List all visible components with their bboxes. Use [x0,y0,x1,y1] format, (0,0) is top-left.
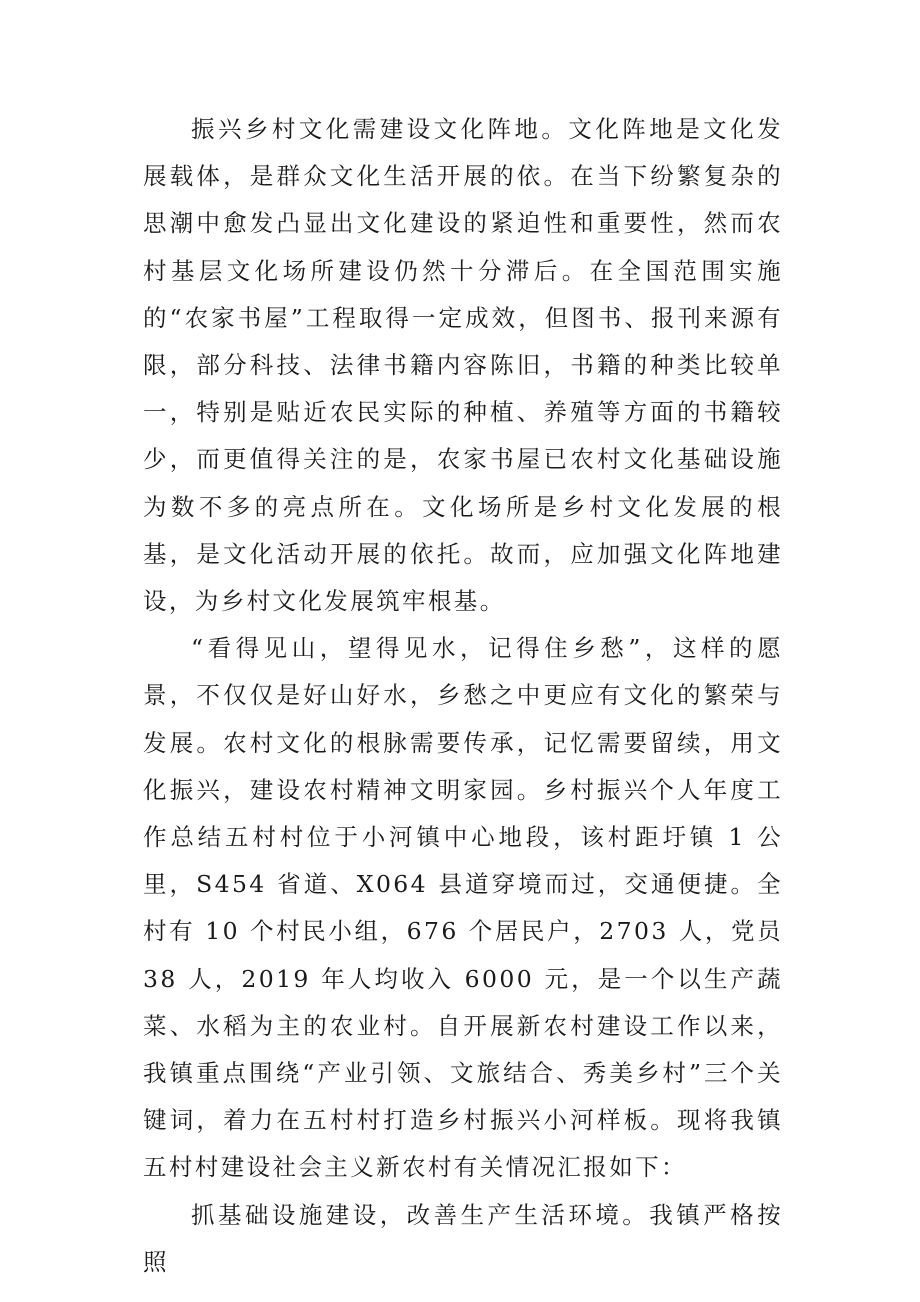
paragraph-village-overview: “看得见山，望得见水，记得住乡愁”，这样的愿景，不仅仅是好山好水，乡愁之中更应有文化的繁荣与发展。农村文化的根脉需要传承，记忆需要留续，用文化振兴，建设农村精神文明家园。乡村振兴个人年度工作总结五村村位于小河镇中心地段，该村距圩镇 1 公里，S454 省道、X064 县道穿境而过，交通便捷。全村有 10 个村民小组，676 个居民户，2703 人，党员 38 人，2019 年人均收入 6000 元，是一个以生产蔬菜、水稻为主的农业村。自开展新农村建设工作以来，我镇重点围绕“产业引领、文旅结合、秀美乡村”三个关键词，着力在五村村打造乡村振兴小河样板。现将我镇五村村建设社会主义新农村有关情况汇报如下： [143,634,783,1182]
paragraph-infrastructure: 抓基础设施建设，改善生产生活环境。我镇严格按照 [143,1200,783,1276]
document-body [143,106,783,1286]
paragraph-cultural-venues: 振兴乡村文化需建设文化阵地。文化阵地是文化发展载体，是群众文化生活开展的依。在当下纷繁复杂的思潮中愈发凸显出文化建设的紧迫性和重要性，然而农村基层文化场所建设仍然十分滞后。在全国范围实施的“农家书屋”工程取得一定成效，但图书、报刊来源有限，部分科技、法律书籍内容陈旧，书籍的种类比较单一，特别是贴近农民实际的种植、养殖等方面的书籍较少，而更值得关注的是，农家书屋已农村文化基础设施为数不多的亮点所在。文化场所是乡村文化发展的根基，是文化活动开展的依托。故而，应加强文化阵地建设，为乡村文化发展筑牢根基。 [143,115,783,616]
